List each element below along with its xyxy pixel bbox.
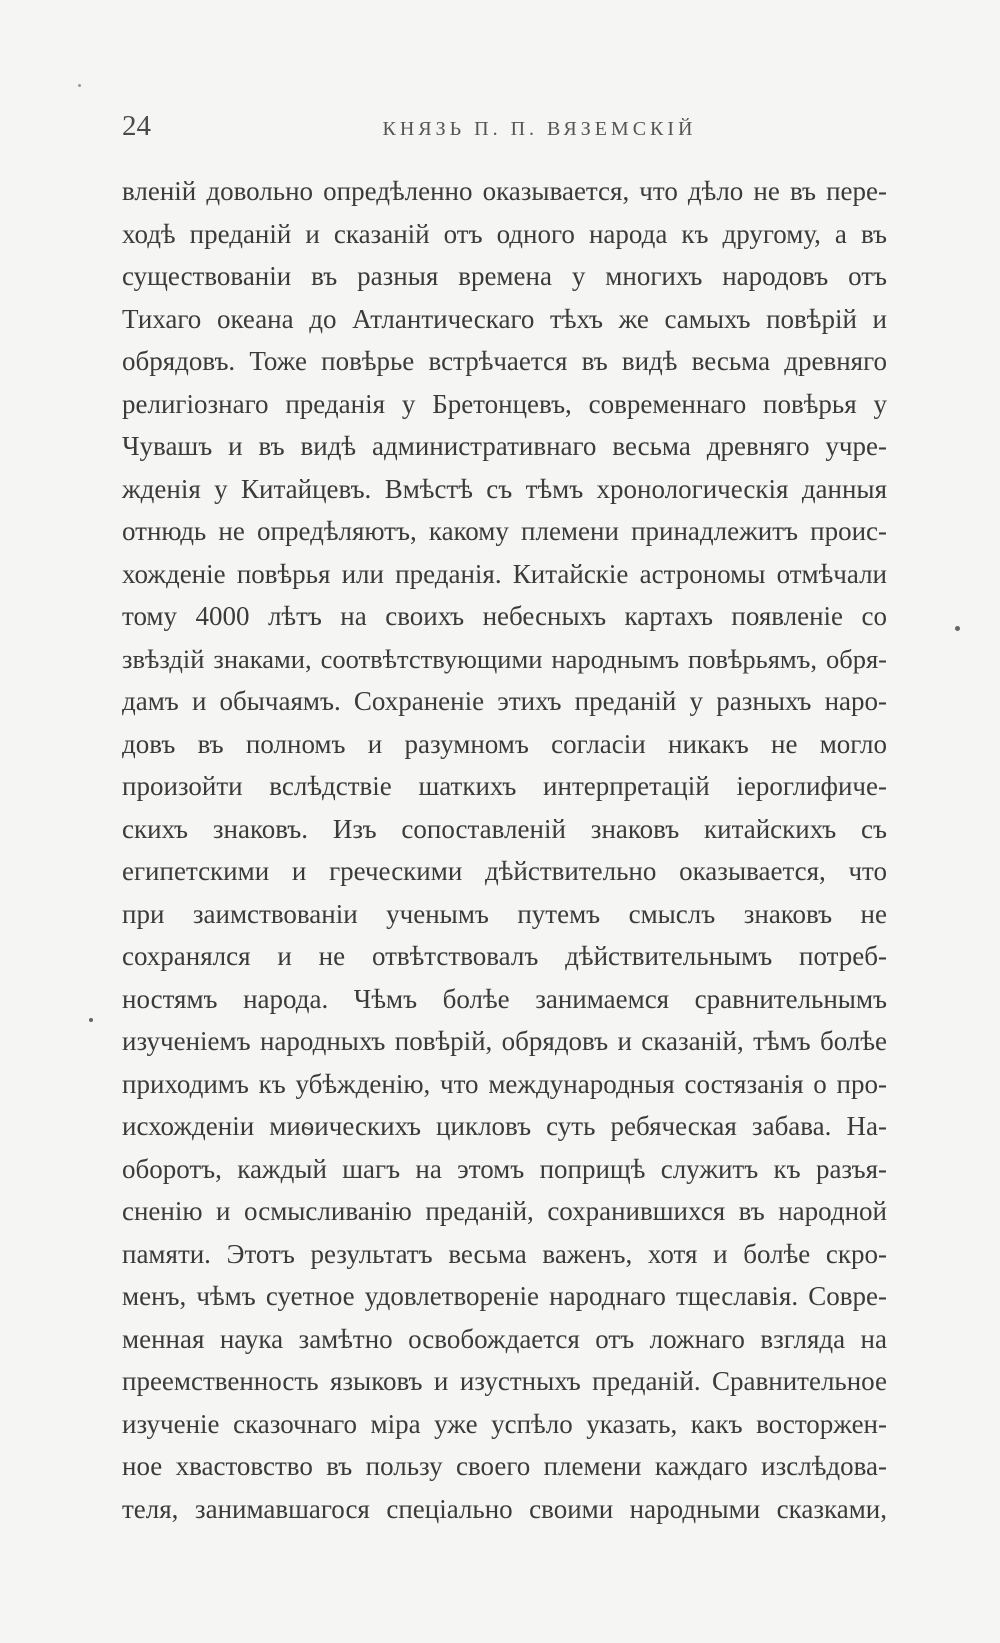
text-line: теля, занимавшагося спеціально своими народными сказками, [122, 1493, 887, 1524]
text-line: ное хвастовство въ пользу своего племени каждаго изслѣдова- [122, 1451, 887, 1481]
text-line: менъ, чѣмъ суетное удовлетвореніе народнаго тщеславія. Совре- [122, 1281, 887, 1311]
text-line: Тихаго океана до Атлантическаго тѣхъ же самыхъ повѣрій и [122, 303, 887, 334]
text-line: ходѣ преданій и сказаній отъ одного народа къ другому, а въ [122, 218, 887, 249]
text-line: тому 4000 лѣтъ на своихъ небесныхъ картахъ появленіе со [122, 601, 887, 631]
text-line: религіознаго преданія у Бретонцевъ, современнаго повѣрья у [122, 388, 887, 419]
text-line: произойти вслѣдствіе шаткихъ интерпретацій іероглифиче- [122, 771, 887, 801]
text-line: менная наука замѣтно освобождается отъ ложнаго взгляда на [122, 1323, 887, 1354]
text-line: вленій довольно опредѣленно оказывается, что дѣло не въ пере- [122, 176, 887, 206]
running-head: КНЯЗЬ П. П. ВЯЗЕМСКІЙ [382, 118, 697, 140]
text-line: преемственность языковъ и изустныхъ преданій. Сравнительное [122, 1366, 887, 1396]
text-line: египетскими и греческими дѣйствительно оказывается, что [122, 856, 887, 886]
ink-speck [955, 626, 960, 631]
text-line: памяти. Этотъ результатъ весьма важенъ, хотя и болѣе скро- [122, 1238, 887, 1269]
text-line: оборотъ, каждый шагъ на этомъ поприщѣ служитъ къ разъя- [122, 1153, 887, 1184]
text-line: сохранялся и не отвѣтствовалъ дѣйствительнымъ потреб- [122, 941, 887, 971]
text-line: дамъ и обычаямъ. Сохраненіе этихъ преданій у разныхъ наро- [122, 686, 887, 716]
text-line: исхожденіи миѳическихъ цикловъ суть ребяческая забава. На- [122, 1111, 887, 1141]
text-line: хожденіе повѣрья или преданія. Китайскіе астрономы отмѣчали [122, 558, 887, 589]
text-line: отнюдь не опредѣляютъ, какому племени принадлежитъ проис- [122, 516, 887, 546]
text-line: скихъ знаковъ. Изъ сопоставленій знаковъ китайскихъ съ [122, 813, 887, 844]
text-line: жденія у Китайцевъ. Вмѣстѣ съ тѣмъ хронологическія данныя [122, 473, 887, 504]
text-line: обрядовъ. Тоже повѣрье встрѣчается въ видѣ весьма древняго [122, 346, 887, 376]
ink-speck [78, 84, 81, 87]
text-line: существованіи въ разныя времена у многихъ народовъ отъ [122, 261, 887, 291]
page-number: 24 [122, 110, 151, 142]
text-line: Чувашъ и въ видѣ административнаго весьма древняго учре- [122, 431, 887, 461]
text-line: ностямъ народа. Чѣмъ болѣе занимаемся сравнительнымъ [122, 983, 887, 1014]
page-header [122, 108, 887, 148]
text-line: сненію и осмысливанію преданій, сохранившихся въ народной [122, 1196, 887, 1226]
text-line: звѣздій знаками, соотвѣтствующими народнымъ повѣрьямъ, обря- [122, 643, 887, 674]
text-line: приходимъ къ убѣжденію, что международныя состязанія о про- [122, 1068, 887, 1099]
body-text [122, 170, 887, 1530]
text-line: при заимствованіи ученымъ путемъ смыслъ знаковъ не [122, 898, 887, 929]
text-line: изученіемъ народныхъ повѣрій, обрядовъ и сказаній, тѣмъ болѣе [122, 1026, 887, 1056]
ink-speck [89, 1018, 93, 1022]
text-line: изученіе сказочнаго міра уже успѣло указать, какъ восторжен- [122, 1408, 887, 1439]
text-line: довъ въ полномъ и разумномъ согласіи никакъ не могло [122, 728, 887, 759]
